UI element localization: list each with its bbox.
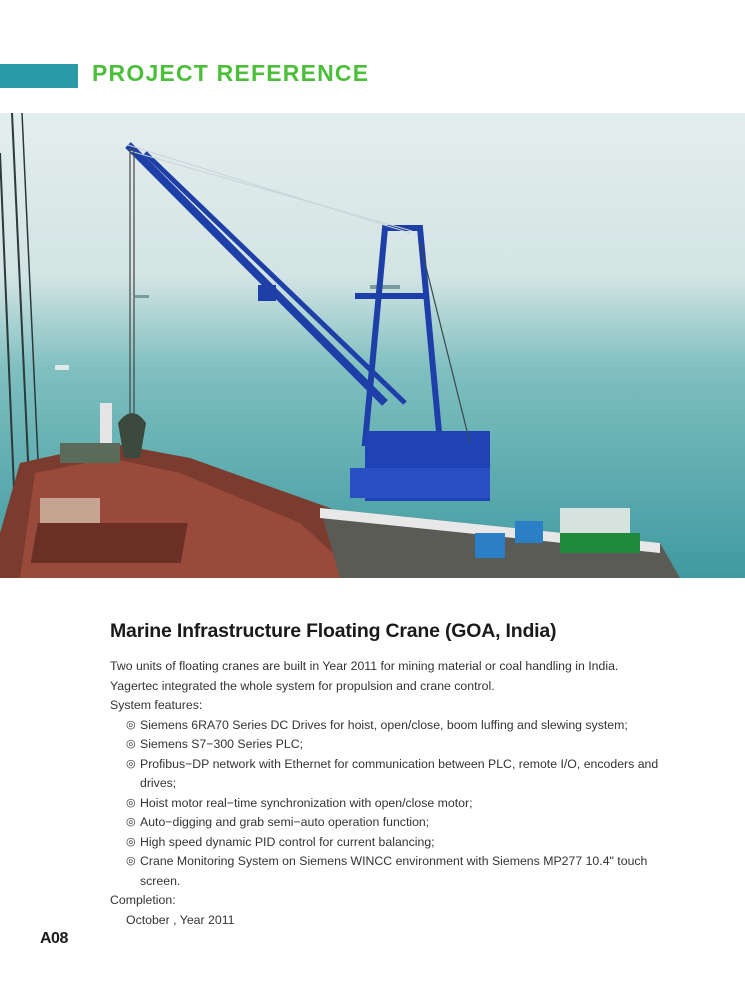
intro-line: Two units of floating cranes are built in Year 2011 for mining material or coal handling in India. bbox=[110, 659, 619, 673]
bullet-icon: ◎ bbox=[126, 738, 136, 750]
article-body bbox=[110, 657, 670, 930]
page-title: PROJECT REFERENCE bbox=[92, 60, 370, 86]
article bbox=[110, 620, 670, 930]
bullet-icon: ◎ bbox=[126, 718, 136, 731]
bullet-icon: ◎ bbox=[126, 796, 136, 809]
intro-line: Yagertec integrated the whole system for propulsion and crane control. bbox=[110, 678, 495, 693]
completion-date: October , Year 2011 bbox=[126, 912, 235, 927]
completion-label: Completion: bbox=[110, 893, 176, 907]
feature-text: High speed dynamic PID control for current balancing; bbox=[140, 834, 435, 849]
feature-item bbox=[126, 794, 670, 814]
floating-crane-photo bbox=[0, 113, 745, 578]
feature-item bbox=[126, 813, 670, 833]
feature-text: Siemens S7−300 Series PLC; bbox=[140, 737, 304, 751]
bullet-icon: ◎ bbox=[126, 855, 136, 867]
bullet-icon: ◎ bbox=[126, 757, 136, 770]
page-number: A08 bbox=[40, 930, 68, 947]
feature-item bbox=[126, 735, 670, 755]
features-list bbox=[110, 716, 670, 892]
bullet-icon: ◎ bbox=[126, 816, 136, 828]
features-label: System features: bbox=[110, 698, 203, 712]
feature-item bbox=[126, 833, 670, 853]
article-headline: Marine Infrastructure Floating Crane (GOA, India) bbox=[110, 620, 557, 642]
feature-text: Profibus−DP network with Ethernet for communication between PLC, remote I/O, encoders and drives; bbox=[140, 756, 659, 790]
feature-text: Siemens 6RA70 Series DC Drives for hoist, open/close, boom luffing and slewing system; bbox=[140, 717, 628, 732]
feature-text: Crane Monitoring System on Siemens WINCC environment with Siemens MP277 10.4" touch screen. bbox=[140, 854, 648, 888]
feature-item bbox=[126, 755, 670, 794]
feature-text: Hoist motor real−time synchronization with open/close motor; bbox=[140, 795, 473, 810]
feature-text: Auto−digging and grab semi−auto operation function; bbox=[140, 815, 430, 829]
feature-item bbox=[126, 852, 670, 891]
header-accent-bar bbox=[0, 64, 78, 88]
feature-item bbox=[126, 716, 670, 736]
bullet-icon: ◎ bbox=[126, 835, 136, 848]
